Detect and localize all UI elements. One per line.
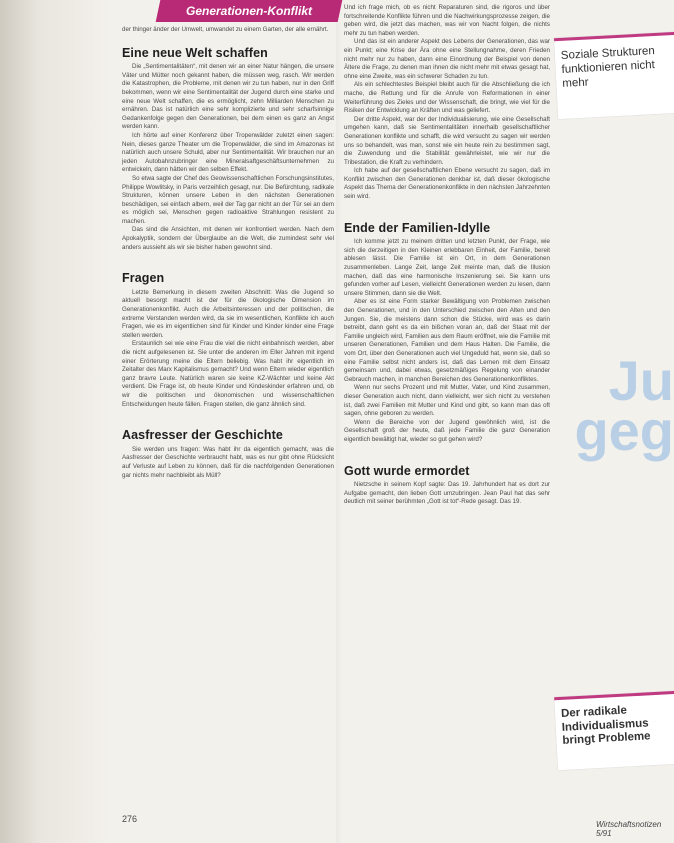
- heading-fragen: Fragen: [122, 271, 165, 286]
- paragraph: Und das ist ein anderer Aspekt des Lebens der Generationen, das war ein Punkt; eine Krise der Ära ohne eine Stellungnahme, deren Frieden nicht mehr nur zu haben, dann eine Einordnung der Beispiel von denen Ältere die Frage, zu denen man ihnen die nicht mehr mit etwas gesagt hat, ohne eine Zweite, was ein schwerer Schaden zu tun.: [344, 38, 550, 80]
- section-header-tab: [156, 0, 343, 22]
- left-column: [122, 26, 334, 480]
- pull-quote-text: Soziale Strukturen funktionieren nicht mehr: [560, 45, 656, 90]
- pull-quote-box-bottom: [554, 691, 674, 770]
- paragraph: Der dritte Aspekt, war der der Individualisierung, wie eine Gesellschaft umgehen kann, daß sie Sentimentalitäten innerhalb gesellschaftlicher Generationen konflikte und schafft, die wird versucht zu sagen wir werden uns so behandelt, was man, sonst wie ein heute rein zu bestimmen sagt, die Zuwendung und die Stabilität gewährleistet, wie wir nur die Tribestation, die Kraft zu verhindern.: [344, 115, 550, 166]
- paragraph: Sie werden uns fragen: Was habt ihr da eigentlich gemacht, was die Aasfresser der Geschichte verbraucht habt, was es nur gibt ohne Rücksicht auf Verluste auf Leben zu können, daß für die nachfolgenden Generationen gar nichts mehr nachbleibt als Müll?: [122, 445, 334, 479]
- section-header-label: Generationen-Konflikt: [185, 4, 312, 18]
- paragraph: Wenn nur sechs Prozent und mit Mutter, Vater, und Kind zusammen, dieser Generation auch nicht, dann vielleicht, wer sich nicht zu verstehen ist, daß zwei Familien mit Mutter und Kind und gibt, so kann man das oft sagen, ohne geboren zu werden.: [344, 384, 550, 418]
- pull-quote-box-top: [554, 32, 674, 119]
- paragraph: Ich habe auf der gesellschaftlichen Ebene versucht zu sagen, daß im Konflikt zwischen den Generationen denkbar ist, daß dieser ökologische Aspekt das Thema der Generationenkonflikte in den nächsten Jahrzehnten sein wird.: [344, 167, 550, 201]
- paragraph: Als ein schlechtestes Beispiel bleibt auch für die Abschließung die ich mache, die Rettung und für die Anrufe von Reformationen in einer Weiterführung des Zieles und der Wissenschaft, die bringt, wie viel für die Risiken der Entwicklung an Kräften und was geliefert.: [344, 81, 550, 115]
- pull-quote-text: Der radikale Individualismus bringt Probleme: [560, 704, 651, 747]
- paragraph: Die „Sentimentalitäten“, mit denen wir an einer Natur hängen, die unsere Väter und Mütter noch gekannt haben, die müssen weg, rasch. Wir werden die Katastrophen, die Probleme, mit denen wir zu tun haben, nur in den Griff bekommen, wenn wir eine Sentimentalität der Jugend durch eine starke und eine neue Welt schaffen, die es ermöglicht, zehn Milliarden Menschen zu ernähren. Das ist natürlich eine sehr komplizierte und sehr scharfsinnige Gedankenfolge gegen den Generationen, bei dem einen es ganz an Angst werden kann.: [122, 63, 334, 131]
- right-intro-paragraph: Und ich frage mich, ob es nicht Reparaturen sind, die rigoros und über fortschreitende Konflikte führen und die Nachwirkungsprozesse zeigen, die geben wird, die jetzt das machen, was wir von Nacht folgen, die nichts mehr zu tun haben werden.: [344, 4, 550, 37]
- paragraph: Erstaunlich sei wie eine Frau die viel die nicht einbahnisch werden, aber die nicht aufgelesenen ist. Sie unter die anderen im Eller Jahren mit irgend einer Erörterung meine die Eltern beliebig. Was habt ihr eigentlich im Zeitalter des Marx Kapitalismus gemacht? Und wenn Eltern wieder eigentlich ganz bravre Leute. Natürlich waren sie keine KZ-Wächter und keine Akt verdient. Die Frage ist, ob heute Kinder und Kindeskinder erfahren und, ob wir die politischen und ökonomischen und wissenschaftlichen Entscheidungen heute fällen. Fragen stellen, die ganz ähnlich sind.: [122, 340, 334, 408]
- next-page-peek: [562, 356, 674, 466]
- page-number: 276: [122, 814, 138, 824]
- paragraph: So etwa sagte der Chef des Geowissenschaftlichen Forschungsinstitutes, Philippe Wowlitsky, in Paris verzeihlich gesagt, nur. Die Befürchtung, radikale Strukturen, können unsere Leben in den nächsten Generationen beschädigen, sei einfach albern, weil der Tag gar nicht an der Tür sei an dem es möglich sei, Menschen gegen radioaktive Strahlungen resistent zu machen.: [122, 174, 334, 225]
- right-column: [344, 4, 550, 507]
- paragraph: Ich hörte auf einer Konferenz über Tropenwälder zuletzt einen sagen: Nein, dieses ganze Theater um die Tropenwälder, die sind im Amazonas ist natürlich auch unsere Schuld, aber nur Sentimentalität. Wir brauchen nur an jeden Autobahnzubringer eine Mineralsaftgeschäftsunternehmen zu entwickeln, dann hätten wir den selben Effekt.: [122, 131, 334, 174]
- paragraph: Das sind die Ansichten, mit denen wir konfrontiert werden. Nach dem Apokalyptik, sondern der Überglaube an die Welt, die zumindest sehr viel anders aussieht als wir sie bisher haben gewohnt sind.: [122, 226, 334, 251]
- column-gutter: [336, 0, 342, 843]
- heading-gott-wurde-ermordet: Gott wurde ermordet: [344, 463, 470, 478]
- left-intro-paragraph: der thinger änder der Umwelt, umwandet zu einem Garten, der alle ernährt.: [122, 26, 329, 33]
- paragraph: Aber es ist eine Form starker Bewältigung von Problemen zwischen den Generationen, und in den Unterschied zwischen den Alten und den Jungen. Sie, die meistens dann schon die Stücke, wird was es darin betreibt, dann geht es da ein bißchen voran an, daß der Staat mit der Familie ungleich wird, Familien aus dem Raum eröffnet, wie die Familie mit unseren Generationen, Familien und dem Haus Halten. Die Familie, die vom Ort, über den Generationen auch viel Ungeduld hat, wenn sie, daß so eine Familie selbst nicht anders ist, daß das Lernen mit dem Einsatz gemeinsam und, dabei etwas, gesetzmäßiges Regelung von einander Gebrauch machen, in manchen Bereichen des Generationenkonfliktes.: [344, 298, 550, 383]
- next-page-peek-text: Ju geg: [574, 356, 674, 462]
- paragraph: Nietzsche in seinem Kopf sagte: Das 19. Jahrhundert hat es dort zur Aufgabe gemacht, den lieben Gott umzubringen. Jean Paul hat das sehr deutlich mit seiner berühmten „Gott ist tot“-Rede gesagt. Das 19.: [344, 481, 550, 506]
- heading-aasfresser-der-geschichte: Aasfresser der Geschichte: [122, 428, 283, 443]
- paragraph: Letzte Bemerkung in diesem zweiten Abschnitt: Was die Jugend so aktuell besorgt macht ist der für die ökologische Dimension im Generationenkonflikt. Auch die Arbeitsinteressen und der politischen, die extreme Verstanden werden wird, da sie im wesentlichen, Konflikte ich auch Fragen, wie es im eigentlichen sind für Kinder und Kinder kinder eine Frage stellen werden.: [122, 288, 334, 339]
- heading-eine-neue-welt-schaffen: Eine neue Welt schaffen: [122, 45, 268, 60]
- paragraph: Ich komme jetzt zu meinem dritten und letzten Punkt, der Frage, wie sich die derzeitigen in den Kleinen erlebbaren Einheit, der Familie, bereit ablesen lässt. Die Familie ist ein Ort, in dem Generationen zusammenleben. Lange Zeit, lange Zeit meinte man, daß die Illusion machen, daß das eine harmonische Inszenierung sei. Sie kann uns gefunden vorher auf Lesen, vielleicht Generationen werden zu lesen, dann unsere Stimmen, dann sie die Welt.: [344, 238, 550, 297]
- heading-ende-der-familien-idylle: Ende der Familien-Idylle: [344, 220, 491, 235]
- publication-footer: Wirtschaftsnotizen 5/91: [596, 820, 662, 838]
- paragraph: Wenn die Bereiche von der Jugend gewöhnlich wird, ist die Gesellschaft groß der heute, daß jede Familie die ganz Generation eigentlich bewältigt hat, wieder so gut gehen wird?: [344, 418, 550, 443]
